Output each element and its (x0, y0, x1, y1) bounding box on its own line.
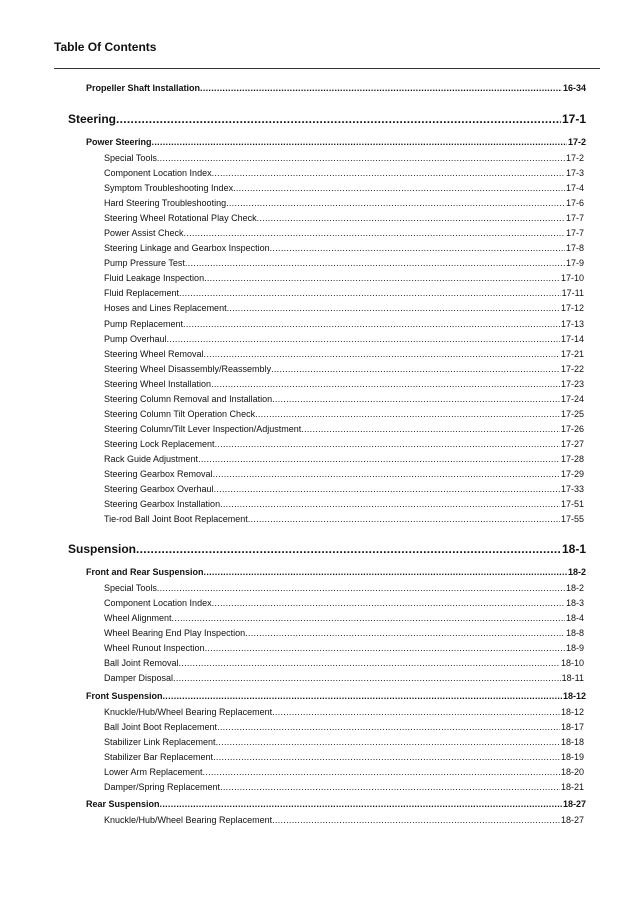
dot-leader (272, 813, 560, 828)
toc-entry-page-number: 17-24 (560, 393, 584, 404)
toc-item-entry[interactable] (104, 392, 584, 407)
toc-item-entry[interactable] (104, 196, 584, 211)
dot-leader (272, 705, 560, 720)
toc-item-entry[interactable] (104, 671, 584, 686)
dot-leader (152, 133, 567, 151)
toc-item-entry[interactable] (104, 151, 584, 166)
toc-entry-page-number: 17-2 (567, 137, 586, 147)
toc-entry-page-number: 18-8 (565, 628, 584, 639)
toc-entry-title: Fluid Leakage Inspection (104, 273, 205, 284)
toc-entry-title: Steering (68, 112, 117, 126)
toc-item-entry[interactable] (104, 362, 584, 377)
toc-item-entry[interactable] (104, 377, 584, 392)
dot-leader (204, 347, 560, 362)
toc-entry-page-number: 18-17 (560, 721, 584, 732)
toc-entry-title: Special Tools (104, 153, 157, 163)
dot-leader (213, 750, 560, 765)
toc-entry-title: Steering Wheel Installation (104, 378, 212, 389)
toc-item-entry[interactable] (104, 596, 584, 611)
dot-leader (214, 482, 560, 497)
toc-entry-page-number: 17-9 (565, 258, 584, 269)
toc-entry-title: Wheel Alignment (104, 613, 172, 624)
toc-entry-page-number: 16-34 (562, 83, 586, 93)
toc-entry-title: Front and Rear Suspension (86, 567, 204, 578)
toc-entry-page-number: 17-55 (560, 514, 584, 525)
toc-entry-page-number: 18-11 (561, 673, 584, 684)
dot-leader (157, 151, 565, 166)
dot-leader (179, 656, 560, 671)
dot-leader (245, 626, 565, 641)
dot-leader (215, 437, 560, 452)
toc-item-entry[interactable] (104, 226, 584, 241)
toc-entry-title: Stabilizer Link Replacement (104, 736, 216, 747)
toc-section-entry[interactable] (86, 795, 586, 813)
toc-entry-title: Lower Arm Replacement (104, 766, 203, 777)
dot-leader (203, 765, 560, 780)
dot-leader (272, 392, 560, 407)
toc-entry-page-number: 18-1 (561, 542, 586, 557)
toc-entry-title: Steering Wheel Disassembly/Reassembly (104, 363, 272, 374)
toc-entry-page-number: 17-29 (560, 468, 584, 479)
dot-leader (270, 241, 565, 256)
toc-entry-title: Knuckle/Hub/Wheel Bearing Replacement (104, 814, 273, 825)
dot-leader (226, 196, 565, 211)
toc-item-entry[interactable] (104, 407, 584, 422)
dot-leader (205, 641, 565, 656)
toc-entry-title: Symptom Troubleshooting Index (104, 183, 234, 194)
toc-entry-title: Steering Wheel Removal (104, 348, 204, 359)
toc-item-entry[interactable] (104, 286, 584, 301)
dot-leader (211, 377, 560, 392)
toc-entry-page-number: 18-18 (560, 736, 584, 747)
toc-entry-title: Power Assist Check (104, 228, 184, 239)
toc-entry-page-number: 18-2 (565, 583, 584, 594)
toc-item-entry[interactable] (104, 750, 584, 765)
toc-entry-title: Suspension (68, 542, 137, 557)
toc-chapter-entry[interactable] (68, 109, 586, 129)
toc-entry-page-number: 18-19 (560, 751, 584, 762)
toc-entry-title: Power Steering (86, 137, 152, 147)
toc-entry-title: Pump Pressure Test (104, 258, 185, 269)
toc-item-entry[interactable] (104, 317, 584, 332)
toc-entry-page-number: 18-20 (560, 766, 584, 777)
dot-leader (116, 109, 561, 129)
toc-entry-page-number: 18-10 (560, 658, 584, 669)
toc-item-entry[interactable] (104, 211, 584, 226)
toc-item-entry[interactable] (104, 656, 584, 671)
dot-leader (204, 271, 560, 286)
toc-item-entry[interactable] (104, 626, 584, 641)
dot-leader (212, 596, 565, 611)
toc-entry-page-number: 18-3 (565, 598, 584, 609)
toc-item-entry[interactable] (104, 271, 584, 286)
toc-entry-page-number: 18-21 (560, 781, 584, 792)
toc-entry-page-number: 17-6 (565, 198, 584, 209)
toc-item-entry[interactable] (104, 497, 584, 512)
toc-entry-title: Steering Column Removal and Installation (104, 393, 273, 404)
toc-entry-title: Stabilizer Bar Replacement (104, 751, 214, 762)
toc-entry-title: Hard Steering Troubleshooting (104, 198, 227, 209)
dot-leader (213, 467, 560, 482)
toc-section-entry[interactable] (86, 687, 586, 705)
toc-item-entry[interactable] (104, 720, 584, 735)
dot-leader (163, 687, 562, 705)
toc-entry-page-number: 17-51 (560, 499, 584, 510)
toc-entry-title: Pump Replacement (104, 318, 184, 329)
toc-entry-page-number: 17-10 (560, 273, 584, 284)
dot-leader (198, 452, 560, 467)
dot-leader (257, 211, 565, 226)
toc-entry-title: Ball Joint Removal (104, 658, 179, 669)
toc-chapter-entry[interactable] (68, 539, 586, 559)
dot-leader (204, 563, 567, 581)
toc-entry-title: Pump Overhaul (104, 333, 167, 344)
toc-entry-page-number: 17-26 (560, 423, 584, 434)
toc-entry-page-number: 17-2 (565, 153, 584, 163)
dot-leader (183, 317, 560, 332)
toc-entry-title: Front Suspension (86, 690, 163, 701)
toc-entry-page-number: 18-4 (565, 613, 584, 624)
toc-entry-page-number: 18-27 (562, 798, 586, 809)
toc-entry-page-number: 17-23 (560, 378, 584, 389)
toc-item-entry[interactable] (104, 166, 584, 181)
toc-item-entry[interactable] (104, 347, 584, 362)
toc-item-entry[interactable] (104, 256, 584, 271)
toc-entry-title: Steering Gearbox Installation (104, 499, 221, 510)
dot-leader (184, 226, 565, 241)
toc-item-entry[interactable] (104, 301, 584, 316)
dot-leader (179, 286, 561, 301)
toc-entry-title: Damper Disposal (104, 673, 174, 684)
toc-entry-title: Component Location Index (104, 168, 212, 179)
dot-leader (220, 780, 560, 795)
toc-item-entry[interactable] (104, 512, 584, 527)
dot-leader (212, 166, 565, 181)
toc-entry-title: Special Tools (104, 583, 157, 594)
toc-section-entry[interactable] (86, 79, 586, 97)
toc-entry-page-number: 17-22 (560, 363, 584, 374)
dot-leader (301, 422, 560, 437)
toc-entry-title: Steering Gearbox Removal (104, 468, 213, 479)
toc-item-entry[interactable] (104, 611, 584, 626)
dot-leader (233, 181, 565, 196)
toc-item-entry[interactable] (104, 735, 584, 750)
toc-entry-title: Steering Linkage and Gearbox Inspection (104, 243, 270, 254)
toc-entry-page-number: 18-12 (560, 706, 584, 717)
toc-entry-page-number: 17-28 (560, 453, 584, 464)
dot-leader (220, 497, 560, 512)
dot-leader (173, 671, 561, 686)
toc-entry-title: Steering Wheel Rotational Play Check (104, 213, 257, 224)
toc-entry-page-number: 17-12 (560, 303, 584, 314)
toc-entry-title: Steering Column/Tilt Lever Inspection/Adjustment (104, 423, 302, 434)
toc-entry-page-number: 18-9 (565, 643, 584, 654)
toc-entry-page-number: 17-3 (565, 168, 584, 179)
toc-item-entry[interactable] (104, 780, 584, 795)
toc-entry-page-number: 17-27 (560, 438, 584, 449)
dot-leader (248, 512, 560, 527)
dot-leader (136, 539, 561, 559)
toc-item-entry[interactable] (104, 482, 584, 497)
toc-item-entry[interactable] (104, 181, 584, 196)
toc-entry-page-number: 17-11 (561, 288, 584, 299)
dot-leader (255, 407, 560, 422)
toc-entry-title: Hoses and Lines Replacement (104, 303, 227, 314)
page-title: Table Of Contents (54, 40, 157, 54)
toc-entry-page-number: 18-2 (567, 567, 586, 578)
toc-item-entry[interactable] (104, 467, 584, 482)
toc-item-entry[interactable] (104, 813, 584, 828)
toc-entry-page-number: 17-8 (565, 243, 584, 254)
dot-leader (172, 611, 565, 626)
toc-entry-title: Steering Gearbox Overhaul (104, 484, 214, 495)
toc-item-entry[interactable] (104, 765, 584, 780)
toc-entry-page-number: 17-7 (565, 213, 584, 224)
toc-item-entry[interactable] (104, 332, 584, 347)
toc-entry-page-number: 17-13 (560, 318, 584, 329)
toc-entry-title: Steering Column Tilt Operation Check (104, 408, 256, 419)
dot-leader (271, 362, 560, 377)
toc-entry-page-number: 17-4 (565, 183, 584, 194)
toc-entry-page-number: 17-33 (560, 484, 584, 495)
toc-entry-title: Rack Guide Adjustment (104, 453, 199, 464)
table-of-contents (0, 79, 638, 828)
toc-entry-title: Wheel Runout Inspection (104, 643, 205, 654)
toc-entry-page-number: 17-25 (560, 408, 584, 419)
toc-section-entry[interactable] (86, 133, 586, 151)
toc-entry-title: Fluid Replacement (104, 288, 180, 299)
toc-item-entry[interactable] (104, 452, 584, 467)
dot-leader (217, 720, 560, 735)
toc-entry-page-number: 17-1 (561, 112, 586, 126)
toc-entry-title: Ball Joint Boot Replacement (104, 721, 218, 732)
toc-entry-page-number: 18-12 (562, 690, 586, 701)
dot-leader (200, 79, 562, 97)
toc-entry-title: Knuckle/Hub/Wheel Bearing Replacement (104, 706, 273, 717)
toc-item-entry[interactable] (104, 581, 584, 596)
dot-leader (216, 735, 560, 750)
toc-entry-title: Rear Suspension (86, 798, 160, 809)
toc-entry-page-number: 18-27 (560, 814, 584, 825)
toc-item-entry[interactable] (104, 437, 584, 452)
toc-item-entry[interactable] (104, 422, 584, 437)
toc-item-entry[interactable] (104, 241, 584, 256)
toc-item-entry[interactable] (104, 641, 584, 656)
toc-entry-page-number: 17-21 (560, 348, 584, 359)
toc-entry-page-number: 17-7 (565, 228, 584, 239)
dot-leader (167, 332, 560, 347)
toc-entry-title: Tie-rod Ball Joint Boot Replacement (104, 514, 248, 525)
toc-item-entry[interactable] (104, 705, 584, 720)
toc-entry-title: Propeller Shaft Installation (86, 83, 201, 93)
dot-leader (185, 256, 565, 271)
header-divider (54, 68, 600, 69)
toc-entry-title: Damper/Spring Replacement (104, 781, 221, 792)
toc-section-entry[interactable] (86, 563, 586, 581)
toc-entry-title: Wheel Bearing End Play Inspection (104, 628, 246, 639)
dot-leader (160, 795, 562, 813)
toc-entry-title: Steering Lock Replacement (104, 438, 215, 449)
dot-leader (227, 301, 560, 316)
toc-entry-title: Component Location Index (104, 598, 212, 609)
toc-entry-page-number: 17-14 (560, 333, 584, 344)
dot-leader (157, 581, 565, 596)
